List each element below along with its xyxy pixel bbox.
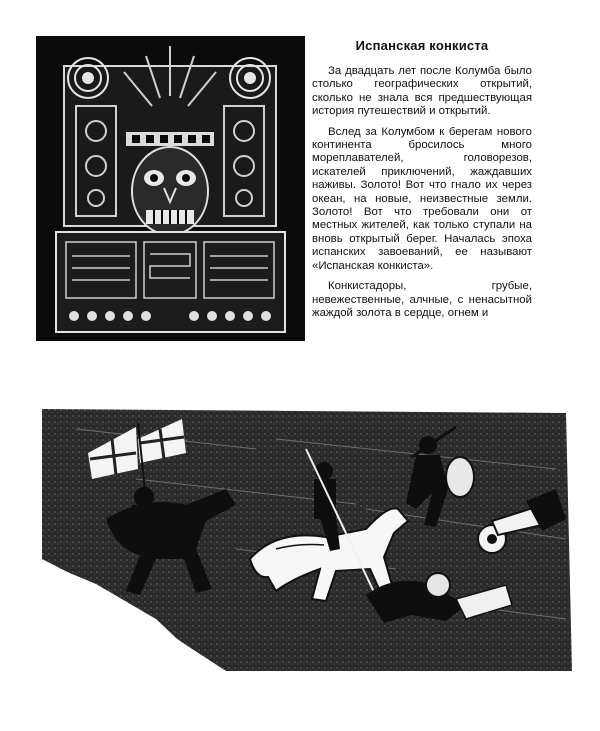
aztec-mask-photo bbox=[36, 36, 305, 341]
paragraph-2: Вслед за Колумбом к берегам нового континента бросилось много мореплавателей, головорезов, искателей приключений, жаждавших наживы. Золото! Вот что гнало их через океан, на новые, неизвестные земли. Золото! Вот что требовали они от местных жителей, как только ступали на вновь открытый берег. Началась эпоха испанских завоеваний, ее называют «Испанская конкиста». bbox=[312, 125, 532, 272]
article-text bbox=[312, 38, 532, 327]
battle-scene-drawing bbox=[36, 409, 572, 671]
aztec-mask-drawing bbox=[36, 36, 305, 341]
paragraph-3: Конкистадоры, грубые, невежественные, алчные, с ненасытной жаждой золота в сердце, огнем и bbox=[312, 280, 532, 319]
battle-illustration bbox=[36, 409, 572, 671]
article-title: Испанская конкиста bbox=[355, 38, 489, 53]
paragraph-1: За двадцать лет после Колумба было столько географических открытий, сколько не знала вся предшествующая история путешествий и открытий. bbox=[312, 65, 532, 118]
